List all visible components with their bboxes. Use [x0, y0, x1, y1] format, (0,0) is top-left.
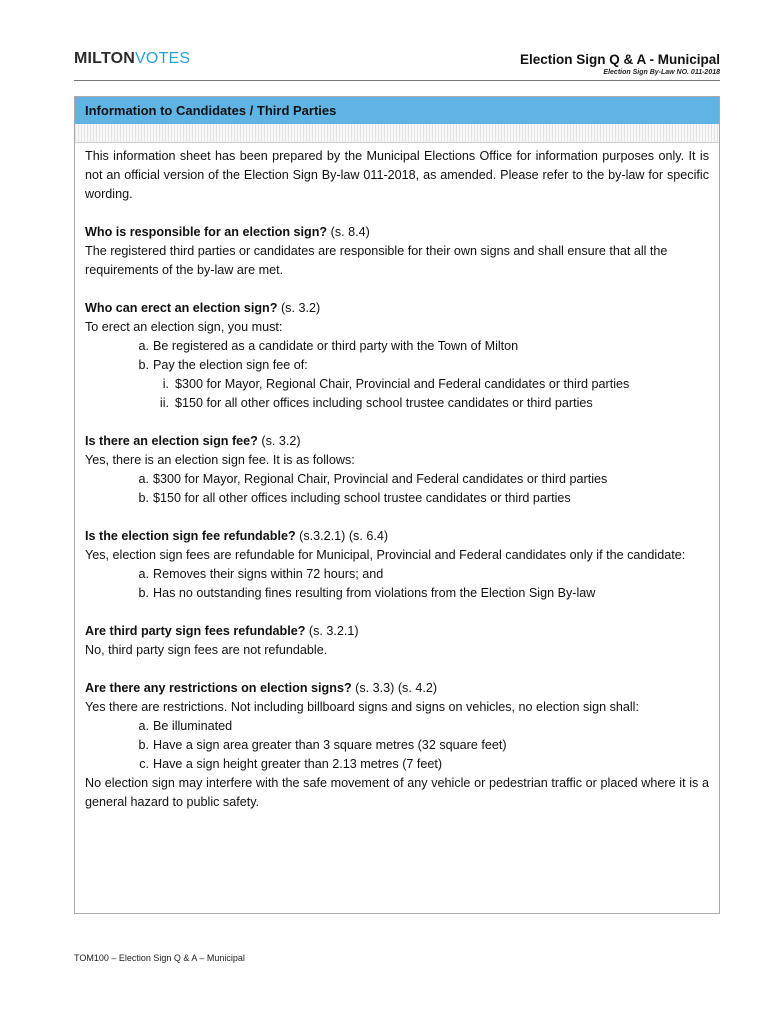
- section-ref: (s. 3.3) (s. 4.2): [351, 681, 438, 695]
- list-item: [85, 755, 709, 774]
- panel-heading-bar: [75, 97, 719, 124]
- header-divider: [74, 80, 720, 81]
- panel-heading: Information to Candidates / Third Parties: [85, 103, 337, 118]
- document-subtitle: Election Sign By-Law NO. 011-2018: [603, 69, 720, 76]
- list-marker: b.: [138, 491, 149, 505]
- list-text: Have a sign height greater than 2.13 metres (7 feet): [153, 757, 443, 771]
- section-restrictions: [85, 679, 709, 774]
- answer: Yes, there is an election sign fee. It is as follows:: [85, 453, 355, 467]
- requirements-list: [85, 337, 709, 375]
- section-sign-fee: [85, 432, 709, 508]
- section-ref: (s. 3.2): [257, 434, 301, 448]
- section-responsible: [85, 223, 709, 280]
- section-who-can-erect: [85, 299, 709, 413]
- list-item: [85, 375, 709, 394]
- list-item: [85, 356, 709, 375]
- list-item: [85, 394, 709, 413]
- list-item: [85, 717, 709, 736]
- question: [85, 622, 709, 641]
- info-panel: [74, 96, 720, 914]
- list-marker: i.: [162, 377, 169, 391]
- question-text: Is there an election sign fee?: [85, 434, 258, 448]
- section-ref: (s. 3.2.1): [305, 624, 359, 638]
- list-item: [85, 736, 709, 755]
- list-marker: a.: [138, 719, 149, 733]
- list-item: [85, 337, 709, 356]
- document-title: Election Sign Q & A - Municipal: [519, 52, 720, 67]
- question-text: Is the election sign fee refundable?: [85, 529, 296, 543]
- intro-paragraph: This information sheet has been prepared by the Municipal Elections Office for information purposes only. It is not an official version of the Election Sign By-law 011-2018, as amended. Please refer to the by-law for specific wording.: [85, 149, 709, 201]
- list-item: [85, 584, 709, 603]
- list-marker: a.: [138, 472, 149, 486]
- hatch-divider: [75, 124, 719, 143]
- question-text: Are third party sign fees refundable?: [85, 624, 306, 638]
- list-text: $150 for all other offices including school trustee candidates or third parties: [175, 396, 593, 410]
- list-text: $300 for Mayor, Regional Chair, Provincial and Federal candidates or third parties: [153, 472, 608, 486]
- page-footer: TOM100 – Election Sign Q & A – Municipal: [74, 953, 245, 963]
- answer: The registered third parties or candidates are responsible for their own signs and shall ensure that all the requirements of the by-law are met.: [85, 244, 668, 277]
- list-text: Removes their signs within 72 hours; and: [153, 567, 384, 581]
- list-marker: c.: [139, 757, 149, 771]
- refund-conditions-list: [85, 565, 709, 603]
- answer: Yes, election sign fees are refundable for Municipal, Provincial and Federal candidates only if the candidate:: [85, 548, 686, 562]
- list-text: Has no outstanding fines resulting from violations from the Election Sign By-law: [153, 586, 596, 600]
- question-text: Are there any restrictions on election signs?: [85, 681, 352, 695]
- question-text: Who is responsible for an election sign?: [85, 225, 328, 239]
- restrictions-list: [85, 717, 709, 774]
- section-fee-refundable: [85, 527, 709, 603]
- closing-paragraph: No election sign may interfere with the safe movement of any vehicle or pedestrian traffic or placed where it is a general hazard to public safety.: [85, 776, 709, 809]
- list-item: [85, 489, 709, 508]
- milton-votes-logo: [74, 50, 190, 68]
- question: [85, 527, 709, 546]
- answer: No, third party sign fees are not refundable.: [85, 643, 328, 657]
- question: [85, 432, 709, 451]
- panel-content: [85, 147, 709, 812]
- list-text: Be illuminated: [153, 719, 233, 733]
- logo-votes: VOTES: [135, 50, 191, 67]
- question: [85, 223, 709, 242]
- fee-sublist: [85, 375, 709, 413]
- list-item: [85, 470, 709, 489]
- list-text: $150 for all other offices including school trustee candidates or third parties: [153, 491, 571, 505]
- list-marker: ii.: [159, 396, 169, 410]
- question-text: Who can erect an election sign?: [85, 301, 278, 315]
- question: [85, 299, 709, 318]
- section-third-party-fees: [85, 622, 709, 660]
- list-text: Be registered as a candidate or third party with the Town of Milton: [153, 339, 519, 353]
- list-marker: b.: [138, 738, 149, 752]
- list-text: Have a sign area greater than 3 square metres (32 square feet): [153, 738, 507, 752]
- list-marker: b.: [138, 358, 149, 372]
- answer: Yes there are restrictions. Not including billboard signs and signs on vehicles, no election sign shall:: [85, 700, 639, 714]
- section-ref: (s.3.2.1) (s. 6.4): [295, 529, 389, 543]
- section-ref: (s. 3.2): [277, 301, 321, 315]
- section-ref: (s. 8.4): [327, 225, 370, 239]
- logo-milton: MILTON: [74, 50, 136, 67]
- list-text: Pay the election sign fee of:: [153, 358, 308, 372]
- answer: To erect an election sign, you must:: [85, 320, 283, 334]
- list-item: [85, 565, 709, 584]
- list-marker: a.: [138, 567, 149, 581]
- list-marker: b.: [138, 586, 149, 600]
- list-marker: a.: [138, 339, 149, 353]
- list-text: $300 for Mayor, Regional Chair, Provincial and Federal candidates or third parties: [175, 377, 630, 391]
- fee-list: [85, 470, 709, 508]
- question: [85, 679, 709, 698]
